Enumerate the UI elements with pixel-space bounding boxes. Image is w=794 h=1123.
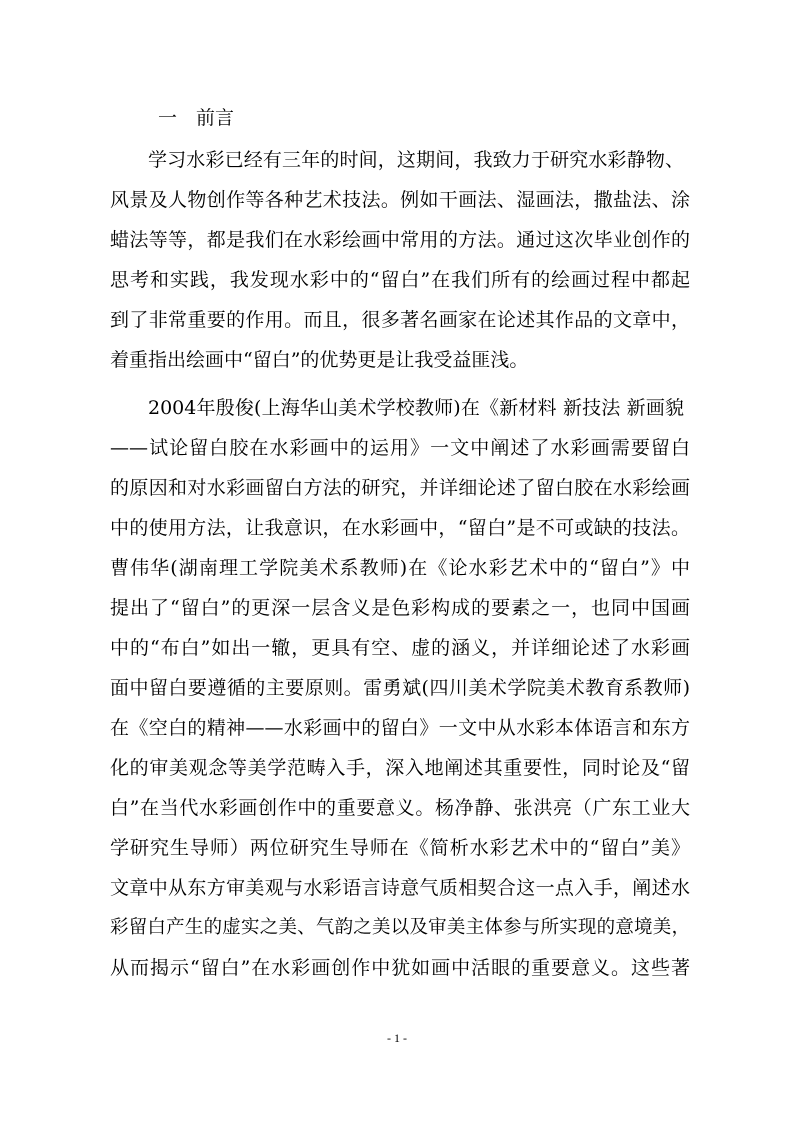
text-line: 白”在当代水彩画创作中的重要意义。杨净静、张洪亮（广东工业大 bbox=[110, 797, 690, 819]
section-heading bbox=[158, 104, 234, 132]
text-line: 学研究生导师）两位研究生导师在《简析水彩艺术中的“留白”美》 bbox=[110, 837, 690, 859]
text-line: 提出了“留白”的更深一层含义是色彩构成的要素之一，也同中国画 bbox=[110, 597, 690, 619]
text-line: 曹伟华(湖南理工学院美术系教师)在《论水彩艺术中的“留白”》中 bbox=[110, 557, 690, 579]
text-line: 2004年殷俊(上海华山美术学校教师)在《新材料 新技法 新画貌 bbox=[148, 397, 684, 419]
text-line: 从而揭示“留白”在水彩画创作中犹如画中活眼的重要意义。这些著 bbox=[110, 957, 690, 979]
text-line: 着重指出绘画中“留白”的优势更是让我受益匪浅。 bbox=[110, 349, 529, 371]
text-line: 中的使用方法，让我意识，在水彩画中，“留白”是不可或缺的技法。 bbox=[110, 517, 690, 539]
text-line: 思考和实践，我发现水彩中的“留白”在我们所有的绘画过程中都起 bbox=[110, 269, 690, 291]
text-line: 化的审美观念等美学范畴入手，深入地阐述其重要性，同时论及“留 bbox=[110, 757, 690, 779]
text-line: 文章中从东方审美观与水彩语言诗意气质相契合这一点入手，阐述水 bbox=[110, 877, 690, 899]
text-line: ——试论留白胶在水彩画中的运用》一文中阐述了水彩画需要留白 bbox=[110, 437, 690, 459]
text-line: 学习水彩已经有三年的时间，这期间，我致力于研究水彩静物、 bbox=[148, 149, 684, 171]
page-number: - 1 - bbox=[387, 1031, 407, 1045]
text-line: 蜡法等等，都是我们在水彩绘画中常用的方法。通过这次毕业创作的 bbox=[110, 229, 690, 251]
text-line: 彩留白产生的虚实之美、气韵之美以及审美主体参与所实现的意境美， bbox=[110, 917, 690, 938]
text-line: 面中留白要遵循的主要原则。雷勇斌(四川美术学院美术教育系教师) bbox=[110, 677, 690, 699]
section-title: 前言 bbox=[196, 107, 235, 129]
text-line: 风景及人物创作等各种艺术技法。例如干画法、湿画法，撒盐法、涂 bbox=[110, 189, 690, 211]
text-line: 到了非常重要的作用。而且，很多著名画家在论述其作品的文章中， bbox=[110, 309, 690, 331]
text-line: 的原因和对水彩画留白方法的研究，并详细论述了留白胶在水彩绘画 bbox=[110, 477, 690, 499]
section-number: 一 bbox=[158, 107, 178, 129]
text-line: 中的“布白”如出一辙，更具有空、虚的涵义，并详细论述了水彩画 bbox=[110, 637, 690, 659]
text-line: 在《空白的精神——水彩画中的留白》一文中从水彩本体语言和东方 bbox=[110, 717, 690, 739]
